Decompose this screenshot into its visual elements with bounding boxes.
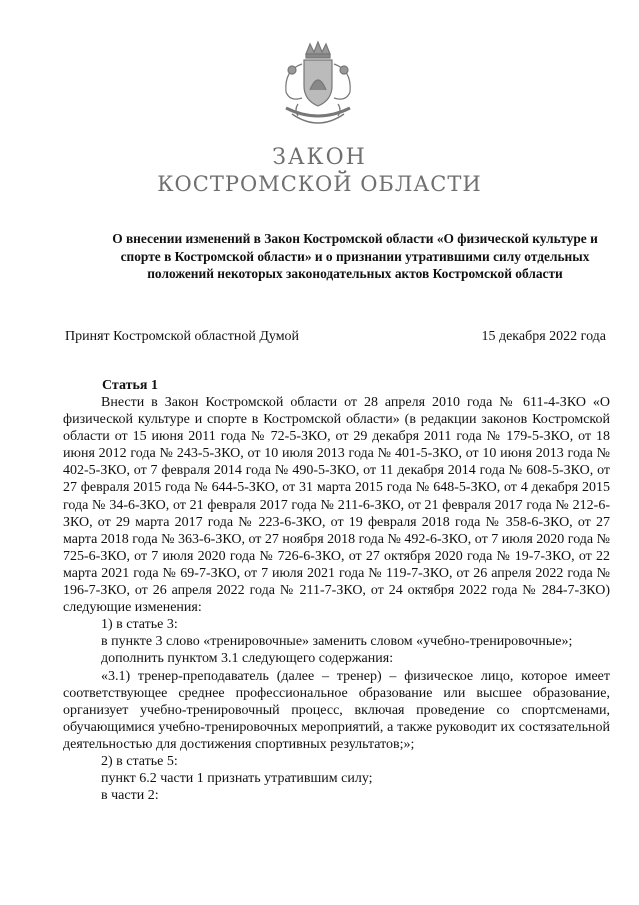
paragraph-item-1: 1) в статье 3: <box>101 617 178 633</box>
law-subject-heading: О внесении изменений в Закон Костромской области «О физической культуре и спорте в Костромской области» и о признании утратившими силу отдельных положений некоторых законодательных актов Костромской области <box>112 231 598 281</box>
paragraph-item-2a: пункт 6.2 части 1 признать утратившим силу; <box>101 771 373 787</box>
paragraph-item-2b: в части 2: <box>101 788 159 804</box>
paragraph-item-1b: дополнить пунктом 3.1 следующего содержания: <box>101 651 394 667</box>
paragraph-quote-3-1: «3.1) тренер-преподаватель (далее – тренер) – физическое лицо, которое имеет соответствующее среднее профессиональное образование или высшее образование, организует учебно-тренировочный процесс, включая проведение со спортсменами, обучающимися учебно-тренировочных мероприятий, а также руководит их состязательной деятельностью для достижения спортивных результатов;»; <box>63 668 610 752</box>
adopted-date: 15 декабря 2022 года <box>481 329 606 344</box>
article-body <box>63 394 610 804</box>
paragraph-item-2: 2) в статье 5: <box>101 753 178 769</box>
paragraph-intro: Внести в Закон Костромской области от 28 апреля 2010 года № 611-4-ЗКО «О физической культуре и спорте в Костромской области» (в редакции законов Костромской области от 15 июня 2011 года № 72-5-ЗКО, от 29 декабря 2011 года № 179-5-ЗКО, от 18 июня 2012 года № 243-5-ЗКО, от 10 июля 2013 года № 401-5-ЗКО, от 10 июня 2013 года № 402-5-ЗКО, от 7 февраля 2014 года № 490-5-ЗКО, от 11 декабря 2014 года № 608-5-ЗКО, от 27 февраля 2015 года № 644-5-ЗКО, от 31 марта 2015 года № 648-5-ЗКО, от 4 декабря 2015 года № 34-6-ЗКО, от 21 февраля 2017 года № 211-6-ЗКО, от 21 февраля 2017 года № 212-6-ЗКО, от 29 марта 2017 года № 223-6-ЗКО, от 19 февраля 2018 года № 358-6-ЗКО, от 27 марта 2018 года № 363-6-ЗКО, от 27 ноября 2018 года № 492-6-ЗКО, от 7 июля 2020 года № 725-6-ЗКО, от 7 июля 2020 года № 726-6-ЗКО, от 27 октября 2020 года № 19-7-ЗКО, от 22 марта 2021 года № 69-7-ЗКО, от 7 июля 2021 года № 119-7-ЗКО, от 26 апреля 2022 года № 196-7-ЗКО, от 26 апреля 2022 года № 211-7-ЗКО, от 24 октября 2022 года № 284-7-ЗКО) следующие изменения: <box>63 395 610 616</box>
coat-of-arms-emblem <box>268 40 368 136</box>
law-title-line1: ЗАКОН <box>272 145 367 170</box>
article-heading: Статья 1 <box>102 378 158 393</box>
adopted-by: Принят Костромской областной Думой <box>65 329 300 344</box>
law-title-line2: КОСТРОМСКОЙ ОБЛАСТИ <box>157 172 482 196</box>
paragraph-item-1a: в пункте 3 слово «тренировочные» заменить словом «учебно-тренировочные»; <box>101 634 573 650</box>
